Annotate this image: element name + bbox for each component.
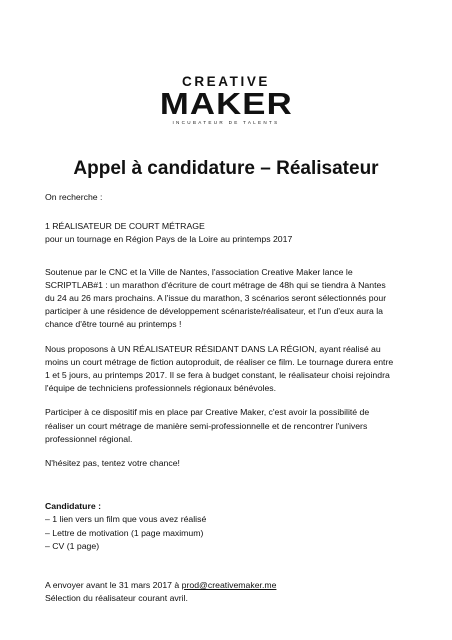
paragraph-line: moins un court métrage de fiction autoproduit, de réaliser ce film. Le tournage durera entre	[45, 356, 394, 367]
candidature-item: – CV (1 page)	[45, 540, 100, 551]
page-title: Appel à candidature – Réalisateur	[73, 158, 379, 179]
paragraph-line: participer à une résidence de développement scénariste/réalisateur, et l'un d'eux aura la	[45, 306, 383, 317]
paragraph-line: du 24 au 26 mars prochains. A l'issue du marathon, 3 scénarios seront sélectionnés pour	[45, 293, 387, 304]
paragraph-offer	[45, 343, 415, 396]
email-link[interactable]: prod@creativemaker.me	[181, 580, 277, 591]
paragraph-line: l'équipe de techniciens professionnels régionaux bénévoles.	[45, 383, 277, 394]
role-details: pour un tournage en Région Pays de la Loire au printemps 2017	[45, 234, 293, 245]
intro-text: On recherche :	[45, 192, 103, 202]
paragraph-line: 1 et 5 jours, au printemps 2017. Il se fera à budget constant, le réalisateur choisi rejoindra	[45, 370, 390, 381]
document-body	[45, 191, 415, 605]
paragraph-line: Nous proposons à UN RÉALISATEUR RÉSIDANT DANS LA RÉGION, ayant réalisé au	[45, 343, 381, 354]
candidature-item: – 1 lien vers un film que vous avez réalisé	[45, 514, 207, 525]
logo-tagline: INCUBATEUR DE TALENTS	[172, 120, 280, 125]
paragraph-line: réaliser un court métrage de manière semi-professionnelle et de rencontrer l'univers	[45, 420, 368, 431]
deadline-line	[45, 579, 415, 592]
candidature-section	[45, 500, 415, 553]
candidature-item: – Lettre de motivation (1 page maximum)	[45, 527, 204, 538]
role-title: 1 RÉALISATEUR DE COURT MÉTRAGE	[45, 221, 205, 232]
selection-text: Sélection du réalisateur courant avril.	[45, 593, 188, 604]
submission-info	[45, 579, 415, 605]
logo-main-text: MAKER	[159, 86, 293, 121]
role-block	[45, 220, 415, 246]
encouragement-text: N'hésitez pas, tentez votre chance!	[45, 458, 180, 469]
logo-top-text: CREATIVE	[181, 74, 271, 89]
creative-maker-logo	[0, 74, 452, 126]
paragraph-line: SCRIPTLAB#1 : un marathon d'écriture de court métrage de 48h qui se tiendra à Nantes	[45, 279, 386, 290]
paragraph-context	[45, 266, 415, 332]
paragraph-line: Participer à ce dispositif mis en place par Creative Maker, c'est avoir la possibilité de	[45, 407, 370, 418]
paragraph-line: Soutenue par le CNC et la Ville de Nantes, l'association Creative Maker lance le	[45, 266, 353, 277]
paragraph-opportunity	[45, 406, 415, 446]
paragraph-line: professionnel régional.	[45, 433, 133, 444]
deadline-text: A envoyer avant le 31 mars 2017 à	[45, 580, 182, 591]
paragraph-line: chance d'être tourné au printemps !	[45, 319, 182, 330]
candidature-heading: Candidature :	[45, 501, 101, 512]
